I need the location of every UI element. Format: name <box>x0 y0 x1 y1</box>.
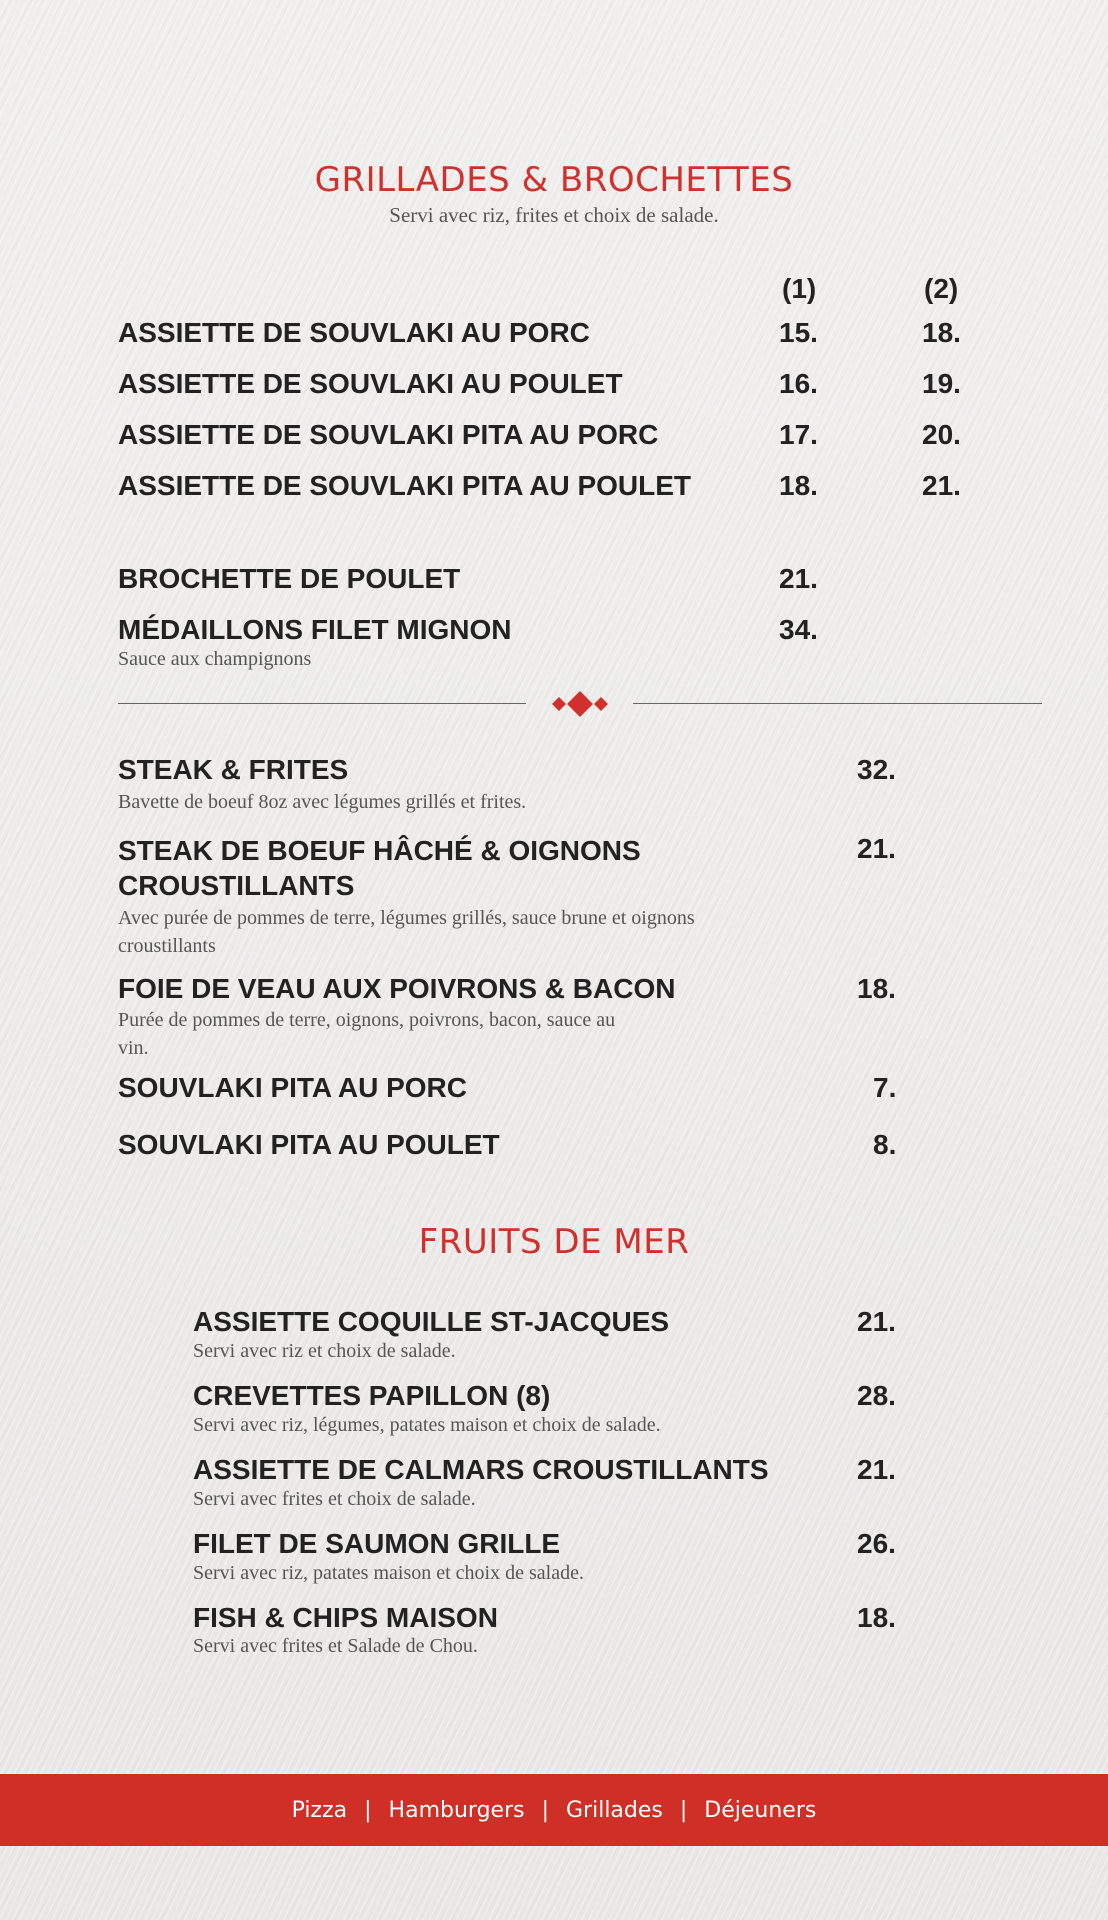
menu-item-price: 34. <box>779 614 818 645</box>
menu-item-price: 28. <box>857 1380 896 1411</box>
menu-item-description: Sauce aux champignons <box>118 648 312 670</box>
menu-item-name: STEAK & FRITES <box>118 754 349 785</box>
menu-item-price: 7. <box>873 1072 897 1103</box>
menu-item-name: ASSIETTE COQUILLE ST-JACQUES <box>193 1306 670 1337</box>
price-column-header-1: (1) <box>782 273 817 304</box>
menu-item-price-2: 18. <box>922 317 961 348</box>
divider-line-left <box>118 703 526 704</box>
footer-link-grillades[interactable]: Grillades <box>566 1797 663 1823</box>
menu-item-description: Avec purée de pommes de terre, légumes grillés, sauce brune et oignons croustillants <box>118 907 695 957</box>
menu-item-description: Purée de pommes de terre, oignons, poivrons, bacon, sauce au vin. <box>118 1009 616 1059</box>
menu-item-description: Servi avec riz et choix de salade. <box>193 1340 456 1362</box>
menu-item-name: CREVETTES PAPILLON (8) <box>193 1380 551 1411</box>
footer-link-pizza[interactable]: Pizza <box>291 1797 348 1823</box>
footer-separator: | <box>541 1797 549 1823</box>
menu-item-price: 8. <box>873 1129 897 1160</box>
menu-item-name: ASSIETTE DE SOUVLAKI PITA AU PORC <box>118 419 659 450</box>
menu-item-name: BROCHETTE DE POULET <box>118 563 461 594</box>
section-title-fruits-de-mer: FRUITS DE MER <box>418 1222 690 1262</box>
menu-item-price-2: 20. <box>922 419 961 450</box>
menu-item-name: ASSIETTE DE SOUVLAKI AU POULET <box>118 368 623 399</box>
menu-item-description: Bavette de boeuf 8oz avec légumes grillés et frites. <box>118 791 527 813</box>
menu-item-price: 18. <box>857 973 896 1004</box>
menu-item-name: SOUVLAKI PITA AU POULET <box>118 1129 500 1160</box>
menu-item-name: FISH & CHIPS MAISON <box>193 1602 498 1633</box>
menu-item-description: Servi avec frites et Salade de Chou. <box>193 1635 478 1657</box>
menu-item-price: 21. <box>779 563 818 594</box>
footer-separator: | <box>679 1797 688 1823</box>
footer-link-dejeuners[interactable]: Déjeuners <box>704 1797 817 1823</box>
price-column-header-2: (2) <box>924 273 959 304</box>
menu-item-description: Servi avec frites et choix de salade. <box>193 1488 476 1510</box>
menu-item-description: Servi avec riz, patates maison et choix de salade. <box>193 1562 584 1584</box>
menu-item-price-1: 18. <box>779 470 818 501</box>
menu-item-price: 21. <box>857 1306 896 1337</box>
menu-item-name: SOUVLAKI PITA AU PORC <box>118 1072 467 1103</box>
menu-item-price-1: 17. <box>779 419 818 450</box>
menu-item-name: STEAK DE BOEUF HÂCHÉ & OIGNONS CROUSTILLANTS <box>118 835 641 901</box>
menu-item-name: ASSIETTE DE SOUVLAKI PITA AU POULET <box>118 470 692 501</box>
footer-link-hamburgers[interactable]: Hamburgers <box>388 1797 525 1823</box>
menu-item-price: 21. <box>857 833 896 864</box>
menu-item-description: Servi avec riz, légumes, patates maison et choix de salade. <box>193 1414 661 1436</box>
divider-line-right <box>633 703 1042 704</box>
footer-separator: | <box>364 1797 372 1823</box>
menu-item-price-2: 19. <box>922 368 961 399</box>
menu-item-price-2: 21. <box>922 470 961 501</box>
menu-item-price-1: 15. <box>779 317 818 348</box>
menu-item-price-1: 16. <box>779 368 818 399</box>
section-subtitle-grillades: Servi avec riz, frites et choix de salade. <box>389 203 719 227</box>
menu-item-name: FILET DE SAUMON GRILLE <box>193 1528 561 1559</box>
menu-item-price: 26. <box>857 1528 896 1559</box>
menu-item-price: 21. <box>857 1454 896 1485</box>
diamond-ornament-icon <box>540 690 620 718</box>
section-title-grillades: GRILLADES & BROCHETTES <box>314 160 794 200</box>
menu-item-name: ASSIETTE DE SOUVLAKI AU PORC <box>118 317 590 348</box>
menu-item-name: MÉDAILLONS FILET MIGNON <box>118 614 512 645</box>
menu-item-name: ASSIETTE DE CALMARS CROUSTILLANTS <box>193 1454 769 1485</box>
footer-nav-bar <box>0 1774 1108 1846</box>
menu-item-price: 32. <box>857 754 896 785</box>
menu-item-price: 18. <box>857 1602 896 1633</box>
menu-item-name: FOIE DE VEAU AUX POIVRONS & BACON <box>118 973 676 1004</box>
